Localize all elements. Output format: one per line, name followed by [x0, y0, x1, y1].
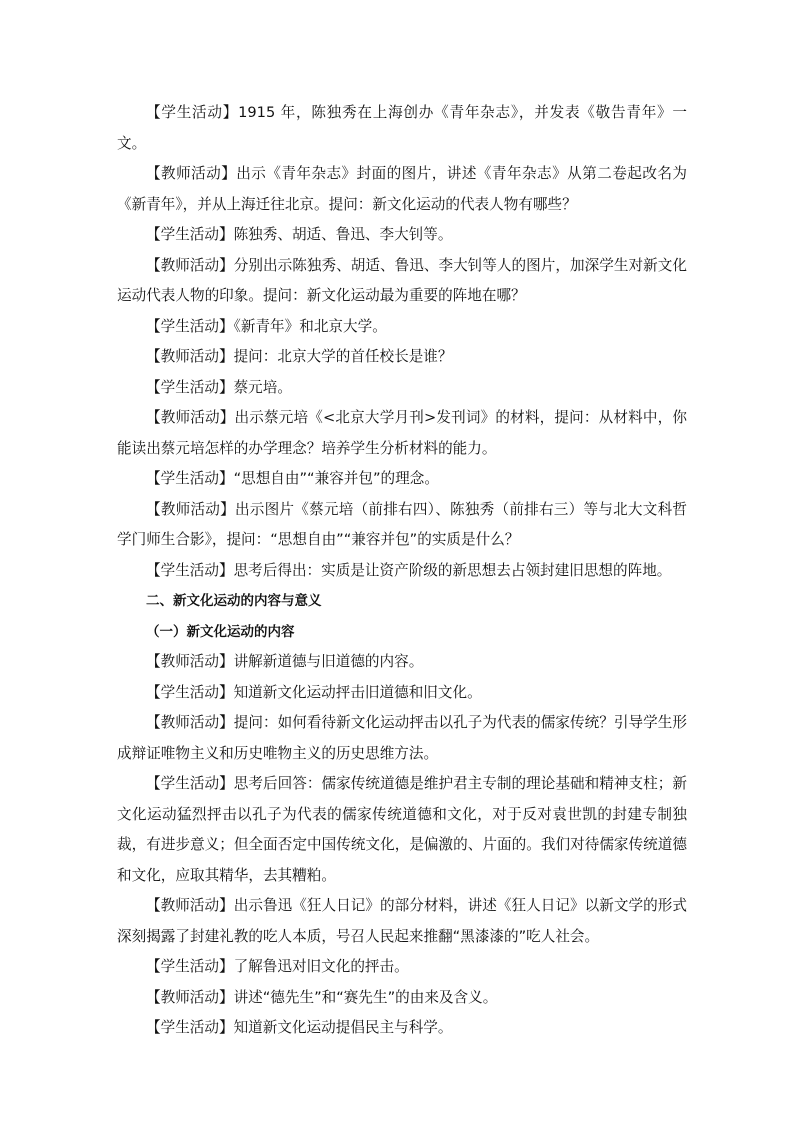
- paragraph: 【学生活动】蔡元培。: [146, 378, 292, 396]
- paragraph: 【教师活动】出示图片《蔡元培（前排右四）、陈独秀（前排右三）等与北大文科哲学门师生合影》，提问：“思想自由”“兼容并包”的实质是什么？: [117, 500, 687, 548]
- paragraph: 【学生活动】1915 年，陈独秀在上海创办《青年杂志》，并发表《敬告青年》一文。: [117, 104, 687, 152]
- paragraph: 【教师活动】讲解新道德与旧道德的内容。: [146, 653, 424, 670]
- paragraph: 【教师活动】提问：北京大学的首任校长是谁？: [146, 348, 453, 365]
- paragraph: 【学生活动】《新青年》和北京大学。: [146, 317, 387, 335]
- section-heading: （一）新文化运动的内容: [146, 623, 295, 640]
- paragraph: 【教师活动】分别出示陈独秀、胡适、鲁迅、李大钊等人的图片，加深学生对新文化运动代表人物的印象。提问：新文化运动最为重要的阵地在哪？: [117, 256, 687, 304]
- paragraph: 【学生活动】了解鲁迅对旧文化的抨击。: [146, 958, 409, 975]
- paragraph: 【学生活动】知道新文化运动抨击旧道德和旧文化。: [146, 683, 482, 701]
- paragraph: 【学生活动】思考后回答：儒家传统道德是维护君主专制的理论基础和精神支柱；新文化运动猛烈抨击以孔子为代表的儒家传统道德和文化，对于反对袁世凯的封建专制独裁，有进步意义；但全面否定中国传统文化，是偏激的、片面的。我们对待儒家传统道德和文化，应取其精华，去其糟粕。: [117, 775, 687, 884]
- paragraph: 【教师活动】提问：如何看待新文化运动抨击以孔子为代表的儒家传统？引导学生形成辩证唯物主义和历史唯物主义的历史思维方法。: [117, 714, 687, 762]
- document-body: [117, 98, 687, 1044]
- paragraph: 【教师活动】出示蔡元培《<北京大学月刊>发刊词》的材料，提问：从材料中，你能读出蔡元培怎样的办学理念？培养学生分析材料的能力。: [117, 409, 687, 457]
- paragraph: 【教师活动】讲述“德先生”和“赛先生”的由来及含义。: [146, 988, 498, 1006]
- paragraph: 【教师活动】出示《青年杂志》封面的图片，讲述《青年杂志》从第二卷起改名为《新青年》，并从上海迁往北京。提问：新文化运动的代表人物有哪些？: [117, 165, 687, 213]
- paragraph: 【学生活动】知道新文化运动提倡民主与科学。: [146, 1019, 453, 1036]
- section-heading: 二、新文化运动的内容与意义: [146, 593, 322, 609]
- paragraph: 【学生活动】陈独秀、胡适、鲁迅、李大钊等。: [146, 226, 453, 243]
- paragraph: 【教师活动】出示鲁迅《狂人日记》的部分材料，讲述《狂人日记》以新文学的形式深刻揭露了封建礼教的吃人本质，号召人民起来推翻“黑漆漆的”吃人社会。: [117, 897, 687, 945]
- paragraph: 【学生活动】思考后得出：实质是让资产阶级的新思想去占领封建旧思想的阵地。: [146, 561, 672, 579]
- paragraph: 【学生活动】“思想自由”“兼容并包”的理念。: [146, 470, 439, 487]
